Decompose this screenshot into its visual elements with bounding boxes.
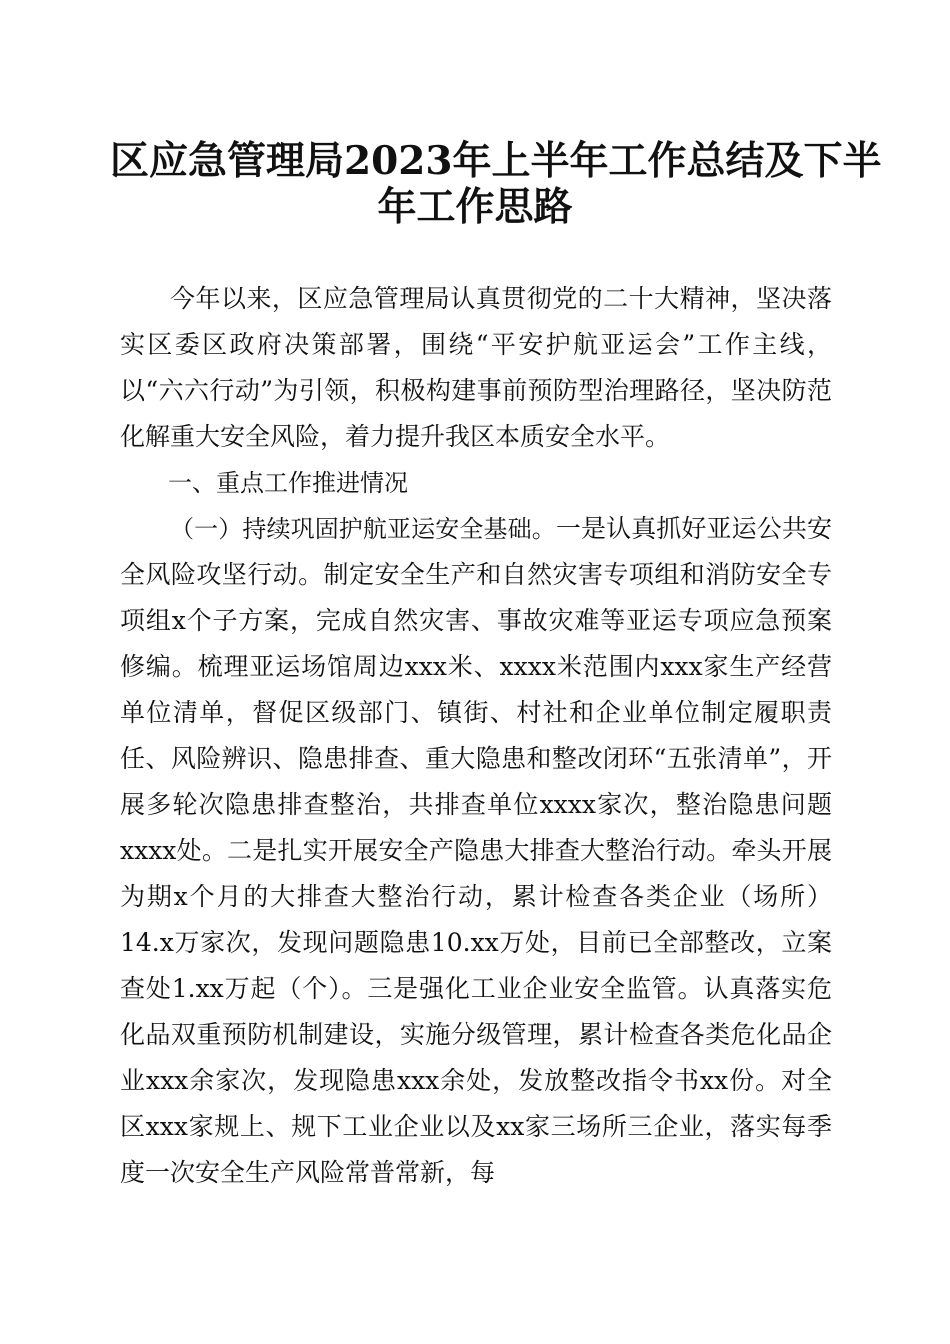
subsection-paragraph — [120, 506, 832, 1196]
subsection-body: 一是认真抓好亚运公共安全风险攻坚行动。制定安全生产和自然灾害专项组和消防安全专项组x个子方案，完成自然灾害、事故灾难等亚运专项应急预案修编。梳理亚运场馆周边xxx米、xxxx米范围内xxx家生产经营单位清单，督促区级部门、镇街、村社和企业单位制定履职责任、风险辨识、隐患排查、重大隐患和整改闭环“五张清单”，开展多轮次隐患排查整治，共排查单位xxxx家次，整治隐患问题xxxx处。二是扎实开展安全产隐患大排查大整治行动。牵头开展为期x个月的大排查大整治行动，累计检查各类企业（场所）14.x万家次，发现问题隐患10.xx万处，目前已全部整改，立案查处1.xx万起（个）。三是强化工业企业安全监管。认真落实危化品双重预防机制建设，实施分级管理，累计检查各类危化品企业xxx余家次，发现隐患xxx余处，发放整改指令书xx份。对全区xxx家规上、规下工业企业以及xx家三场所三企业，落实每季度一次安全生产风险常普常新，每 — [120, 514, 832, 1187]
subsection-lead: （一）持续巩固护航亚运安全基础。 — [170, 515, 556, 543]
intro-paragraph: 今年以来，区应急管理局认真贯彻党的二十大精神，坚决落实区委区政府决策部署，围绕“平安护航亚运会”工作主线，以“六六行动”为引领，积极构建事前预防型治理路径，坚决防范化解重大安全风险，着力提升我区本质安全水平。 — [120, 284, 832, 451]
title-line-2: 年工作思路 — [377, 184, 573, 230]
document-title — [110, 138, 882, 230]
section-heading: 一、重点工作推进情况 — [168, 469, 408, 497]
document-body — [120, 276, 832, 1196]
title-line-1: 区应急管理局2023年上半年工作总结及下半 — [110, 138, 882, 184]
